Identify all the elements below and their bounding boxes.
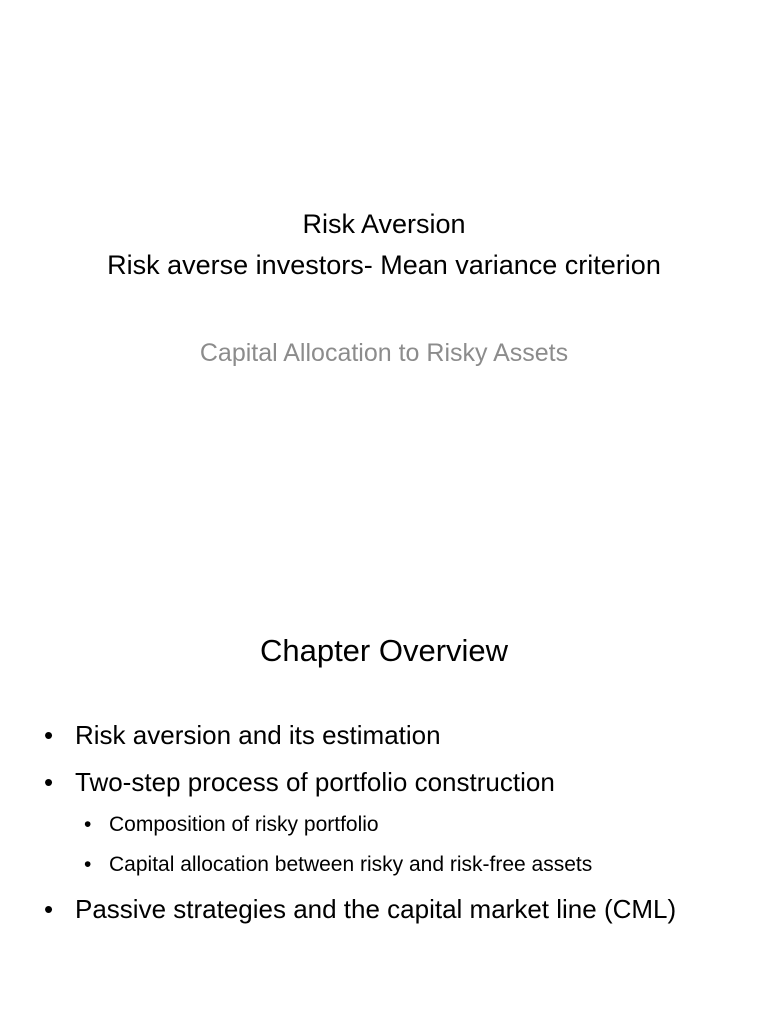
sub-bullet-dot-icon: • bbox=[84, 813, 92, 836]
bullet-list bbox=[44, 716, 744, 937]
sub-bullet-item bbox=[84, 810, 744, 840]
slide-1-subtitle: Capital Allocation to Risky Assets bbox=[199, 339, 569, 367]
title-line-2: Risk averse investors- Mean variance criterion bbox=[107, 250, 661, 280]
sub-bullet-text: Capital allocation between risky and risk-free assets bbox=[109, 853, 593, 876]
bullet-dot-icon: • bbox=[44, 767, 54, 797]
bullet-item bbox=[44, 716, 744, 754]
slide-2 bbox=[0, 576, 768, 1024]
sub-bullet-text: Composition of risky portfolio bbox=[109, 813, 379, 836]
bullet-text: Passive strategies and the capital market line (CML) bbox=[75, 894, 677, 924]
bullet-item bbox=[44, 763, 744, 801]
bullet-item bbox=[44, 890, 744, 928]
sub-bullet-item bbox=[84, 850, 744, 880]
sub-bullet-list bbox=[44, 810, 744, 880]
bullet-text: Two-step process of portfolio construction bbox=[75, 767, 555, 797]
bullet-text: Risk aversion and its estimation bbox=[75, 720, 441, 750]
title-line-1: Risk Aversion bbox=[302, 209, 466, 239]
bullet-dot-icon: • bbox=[44, 720, 54, 750]
slide-2-title: Chapter Overview bbox=[259, 633, 509, 668]
sub-bullet-dot-icon: • bbox=[84, 853, 92, 876]
bullet-dot-icon: • bbox=[44, 894, 54, 924]
sub-bullet-container bbox=[44, 810, 744, 880]
slide-1-title bbox=[0, 204, 768, 286]
